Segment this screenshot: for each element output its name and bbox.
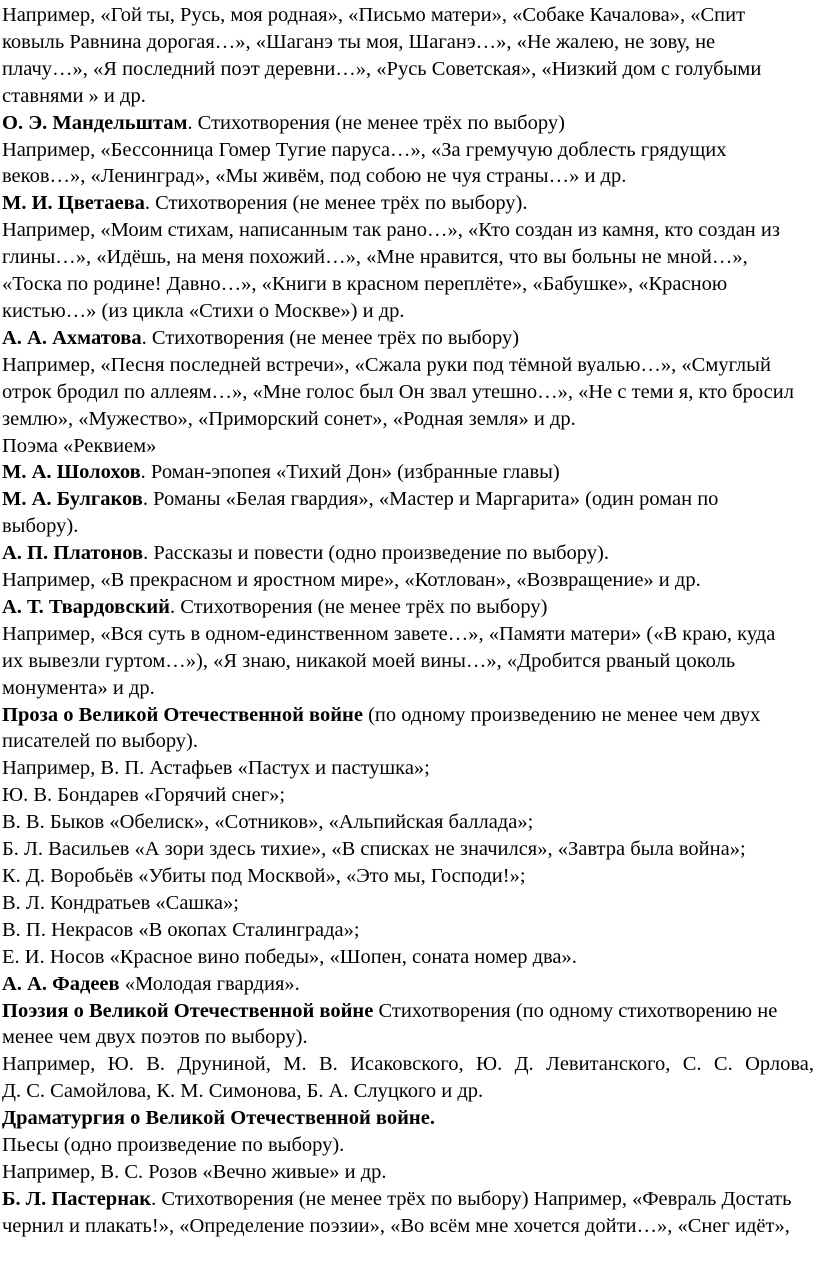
bold-heading: Драматургия о Великой Отечественной войне. (2, 1107, 435, 1130)
text-line (2, 352, 814, 379)
text-run: ковыль Равнина дорогая…», «Шаганэ ты моя, Шаганэ…», «Не жалею, не зову, не (2, 30, 716, 53)
text-run: «Тоска по родине! Давно…», «Книги в красном переплёте», «Бабушке», «Красною (2, 273, 728, 296)
text-line (2, 1132, 814, 1159)
text-line (2, 29, 814, 56)
text-run: чернил и плакать!», «Определение поэзии», «Во всём мне хочется дойти…», «Снег идёт», (2, 1214, 790, 1237)
text-line (2, 217, 814, 244)
text-run: . Стихотворения (не менее трёх по выбору). (144, 192, 528, 215)
text-line (2, 244, 814, 271)
text-run: «Молодая гвардия». (119, 972, 300, 995)
bold-heading: М. А. Шолохов (2, 461, 141, 484)
text-line (2, 1024, 814, 1051)
text-line (2, 379, 814, 406)
bold-heading: А. А. Фадеев (2, 972, 120, 995)
text-run: писателей по выбору). (2, 730, 199, 753)
text-run: Например, «Моим стихам, написанным так рано…», «Кто создан из камня, кто создан из (2, 219, 780, 242)
text-run: ставнями » и др. (2, 84, 146, 107)
bold-heading: О. Э. Мандельштам (2, 111, 188, 134)
text-line (2, 271, 814, 298)
text-run: Например, Ю. В. Друниной, М. В. Исаковского, Ю. Д. Левитанского, С. С. Орлова, (2, 1053, 814, 1076)
bold-heading: Поэзия о Великой Отечественной войне (2, 999, 374, 1022)
text-line (2, 863, 814, 890)
text-line (2, 56, 814, 83)
bold-heading: А. Т. Твардовский (2, 595, 170, 618)
text-run: . Стихотворения (не менее трёх по выбору) (187, 111, 565, 134)
text-run: . Стихотворения (не менее трёх по выбору) Например, «Февраль Достать (151, 1187, 792, 1210)
text-run: Ю. В. Бондарев «Горячий снег»; (2, 784, 286, 807)
text-run: Например, «Гой ты, Русь, моя родная», «Письмо матери», «Собаке Качалова», «Спит (2, 4, 746, 26)
document-body (2, 2, 814, 1240)
text-line (2, 406, 814, 433)
text-run: В. В. Быков «Обелиск», «Сотников», «Альпийская баллада»; (2, 811, 534, 834)
text-line (2, 325, 814, 352)
text-line (2, 433, 814, 460)
text-run: плачу…», «Я последний поэт деревни…», «Русь Советская», «Низкий дом с голубыми (2, 57, 762, 80)
text-run: монумента» и др. (2, 676, 155, 699)
text-line (2, 1213, 814, 1240)
bold-heading: А. П. Платонов (2, 542, 144, 565)
text-line (2, 944, 814, 971)
text-run: . Стихотворения (не менее трёх по выбору) (141, 326, 520, 349)
text-run: глины…», «Идёшь, на меня похожий…», «Мне нравится, что вы больны не мной…», (2, 246, 748, 269)
text-run: Например, В. П. Астафьев «Пастух и пастушка»; (2, 757, 430, 780)
text-run: их вывезли гуртом…»), «Я знаю, никакой моей вины…», «Дробится рваный цоколь (2, 649, 736, 672)
text-run: В. П. Некрасов «В окопах Сталинграда»; (2, 918, 360, 941)
text-line (2, 621, 814, 648)
text-run: менее чем двух поэтов по выбору). (2, 1026, 308, 1049)
text-run: . Стихотворения (не менее трёх по выбору) (170, 595, 548, 618)
text-run: Например, «Бессонница Гомер Тугие паруса…», «За гремучую доблесть грядущих (2, 138, 727, 161)
text-run: кистью…» (из цикла «Стихи о Москве») и др. (2, 299, 405, 322)
text-line (2, 648, 814, 675)
text-line (2, 728, 814, 755)
text-line (2, 110, 814, 137)
text-run: Например, «В прекрасном и яростном мире», «Котлован», «Возвращение» и др. (2, 569, 701, 592)
text-run: Е. И. Носов «Красное вино победы», «Шопен, соната номер два». (2, 945, 577, 968)
text-run: К. Д. Воробьёв «Убиты под Москвой», «Это мы, Господи!»; (2, 865, 526, 887)
text-run: Пьесы (одно произведение по выбору). (2, 1134, 345, 1157)
text-run: землю», «Мужество», «Приморский сонет», «Родная земля» и др. (2, 407, 576, 430)
bold-heading: Б. Л. Пастернак (2, 1187, 152, 1210)
text-line (2, 1051, 814, 1078)
text-line (2, 702, 814, 729)
text-line (2, 890, 814, 917)
bold-heading: М. И. Цветаева (2, 192, 145, 215)
text-run: Поэма «Реквием» (2, 434, 157, 457)
text-line (2, 1105, 814, 1132)
text-line (2, 594, 814, 621)
text-line (2, 755, 814, 782)
text-line (2, 971, 814, 998)
text-line (2, 836, 814, 863)
text-run: В. Л. Кондратьев «Сашка»; (2, 891, 239, 914)
text-line (2, 459, 814, 486)
text-line (2, 137, 814, 164)
text-line (2, 83, 814, 110)
text-line (2, 567, 814, 594)
text-line (2, 1078, 814, 1105)
text-line (2, 1186, 814, 1213)
text-run: (по одному произведению не менее чем двух (362, 703, 761, 726)
text-line (2, 998, 814, 1025)
text-line (2, 917, 814, 944)
text-run: отрок бродил по аллеям…», «Мне голос был Он звал утешно…», «Не с теми я, кто бросил (2, 380, 794, 403)
bold-heading: А. А. Ахматова (2, 326, 142, 349)
text-line (2, 1159, 814, 1186)
text-line (2, 2, 814, 29)
text-line (2, 163, 814, 190)
text-run: веков…», «Ленинград», «Мы живём, под собою не чуя страны…» и др. (2, 165, 627, 188)
text-run: выбору). (2, 515, 79, 538)
text-line (2, 782, 814, 809)
text-run: Д. С. Самойлова, К. М. Симонова, Б. А. Слуцкого и др. (2, 1080, 484, 1103)
text-run: Например, «Вся суть в одном-единственном завете…», «Памяти матери» («В краю, куда (2, 622, 776, 645)
text-line (2, 513, 814, 540)
text-run: Например, «Песня последней встречи», «Сжала руки под тёмной вуалью…», «Смуглый (2, 353, 771, 376)
text-line (2, 675, 814, 702)
bold-heading: М. А. Булгаков (2, 488, 143, 511)
text-run: . Рассказы и повести (одно произведение по выбору). (143, 542, 609, 565)
text-line (2, 486, 814, 513)
text-run: . Роман-эпопея «Тихий Дон» (избранные главы) (140, 461, 560, 484)
text-line (2, 809, 814, 836)
text-run: Стихотворения (по одному стихотворению не (373, 999, 778, 1022)
text-line (2, 190, 814, 217)
bold-heading: Проза о Великой Отечественной войне (2, 703, 363, 726)
text-line (2, 540, 814, 567)
text-run: Б. Л. Васильев «А зори здесь тихие», «В списках не значился», «Завтра была война»; (2, 838, 746, 861)
text-run: . Романы «Белая гвардия», «Мастер и Маргарита» (один роман по (142, 488, 719, 511)
text-run: Например, В. С. Розов «Вечно живые» и др. (2, 1160, 387, 1183)
text-line (2, 298, 814, 325)
